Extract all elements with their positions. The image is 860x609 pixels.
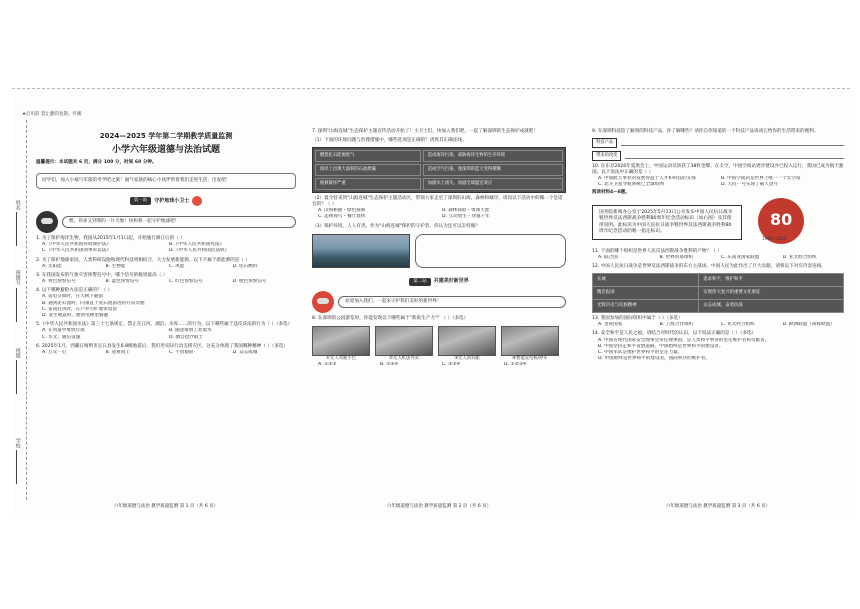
exam-subject-title: 小学六年级道德与法治试题 [111,145,220,156]
table-row [315,150,563,162]
sub-question: （2）夏令营来到"山海连城"生态保护主题活动区，带领大家走近了深圳的山海、森林和城市，请问以下活动中的哪一个是适宜的？（ ） [312,195,563,207]
option-group [36,294,296,319]
option[interactable]: B. 世界贸易组织 [659,254,694,260]
match-left[interactable]: 植被破坏严重 [315,178,421,190]
question-block [36,236,296,255]
match-left[interactable]: 海洋上出现大面积的石油泄漏 [315,164,421,176]
speech-bubble: 嘿，你来又到我的一片天地！快和我一起守护地球吧！ [62,216,296,228]
match-left[interactable]: 光辉历史与民族精神 [593,300,699,313]
option[interactable]: A. 太阳能 [42,263,62,269]
option[interactable]: A. 中国近现代国家安全理事会常任理事国，是人类和平事业的坚定维护者和贡献者。 [598,337,770,343]
photo-item [312,326,370,362]
option[interactable]: D. 亚太经合组织 [782,254,817,260]
option[interactable]: D.《中华人民共和国民法典》 [169,248,230,254]
option[interactable]: D. 橙色预警信号 [232,279,267,285]
option[interactable]: D. 欧洲联盟（简称欧盟） [782,322,835,328]
option[interactable]: A. 在河道中堆放垃圾 [42,328,85,334]
option[interactable]: B. 上海合作组织 [659,322,694,328]
section-2-header [312,278,566,286]
photo [375,326,433,356]
option-group [36,350,296,356]
logo-years: 1945—2025 [762,235,787,241]
option[interactable]: C. 中国军队是维护世界和平的坚定力量。 [598,349,683,355]
option[interactable]: C. 北斗卫星导航系统已全球组网 [598,182,664,188]
question-text: 3. 在我国发布的气象灾害预警信号中，哪个信号的级别最高（ ） [36,272,168,278]
question-text: 13. 我国参加的国际组织中属于（ ）（多选） [592,315,683,321]
answer-label: 科技产品 [592,138,617,148]
option[interactable]: B. 森林探险・勇闯天涯 [442,208,490,214]
answer-area [312,234,566,268]
option[interactable]: C. 不畏艰险 [169,349,194,355]
section-1-title: 守护地球小卫士 [154,197,190,204]
photo-item [501,326,559,362]
table-row [593,274,844,287]
option[interactable]: C. 红色预警信号 [169,279,203,285]
question-block [36,344,296,356]
option[interactable]: D. ①②③④ [504,361,527,367]
question-text: 9. 在深圳科技馆了解到的科技产品，你了解哪些？请你自你知道的一个科技产品谈谈它给你的生活带来的便利。 [592,129,819,134]
question-text: 5.《中华人民共和国水法》第三十七条规定，禁止在江河、湖泊、水库……的行为，以下哪些属于违反该法的行为（ ）（多选） [36,322,293,328]
confidential-note: ★启用前 禁止翻印复制、传播 [22,112,82,117]
option[interactable]: A. 中国航天事业的发展得益于人才和科技的支撑 [598,176,696,182]
answer-box[interactable] [415,234,566,268]
table-row [593,300,844,313]
question-text: 7. 深圳"山海连城"生态保护主题宣传活动开始了！小卫士们，快加入我们吧，一起了解深圳的生态保护成就吧！ [312,129,538,134]
option[interactable]: D. 众志成城 [232,349,258,355]
option[interactable]: C. 水文、通信设施 [42,334,81,340]
q9-answer-area [592,138,844,161]
option[interactable]: A. 黄色预警信号 [42,279,76,285]
question-block [36,258,296,270]
option-group [592,322,844,328]
sub-question: （1）下面的环境问题与治理措施中，哪些选项是正确的？请将其正确连线。 [312,138,467,144]
photo-item [375,326,433,362]
option[interactable]: D. 天问一号实现了载人登月 [721,182,778,188]
option[interactable]: A. 雷电交加时，在大树下避雨 [42,294,104,300]
option-group [592,338,844,363]
option-group [36,264,296,270]
logo-number: 80 [770,209,793,229]
section-1-dialog [36,211,296,233]
page-2 [312,126,566,509]
question-text: 11. 下面的哪个组织是世界人民反法西斯战争胜利的产物？（ ） [592,248,722,254]
match-right[interactable]: 众志成城，奋勇抗战 [699,300,844,313]
option[interactable]: B. 遇到泥石流时，向垂直于泥石流前进的方向奔跑 [42,300,145,306]
option[interactable]: D. 化石燃料 [232,263,258,269]
option[interactable]: C. 雷雨狂风时，在户外空旷地带逗留 [42,306,118,312]
option[interactable]: C. 风能 [169,263,185,269]
photo [438,326,496,356]
matching-table [312,147,566,192]
table-row [315,178,563,190]
match-left[interactable]: 精忠报国 [593,287,699,300]
question-text: 4. 以下哪种避险方法是正确的？（ ） [36,288,113,294]
page-footer: 六年级道德与法治 教学质量监测 第 2 页（共 6 页） [386,503,492,509]
match-right[interactable]: 实现伟大复兴的重要文化象征 [699,287,844,300]
option[interactable]: B. 中国空间站是世界上唯一一个太空站 [721,176,801,182]
question-text: 12. 中国人民抗日战争是世界反法西斯战争的东方主战场，中国人民为此作出了巨大贡献。请将以下对应内容连线。 [592,263,826,269]
mascot-diver-icon [36,211,58,233]
lake-photo [312,234,410,268]
option[interactable]: B. 蓝色预警信号 [105,279,140,285]
option-group [312,362,566,368]
photo [312,326,370,356]
binding-margin [12,120,34,500]
question-text: 2. 为了保护地球家园，人类科研设施和现代科技将相结合，大力发展新能源。以下不属于新能源的是（ ） [36,257,251,263]
option[interactable]: B. ①②④ [380,361,399,367]
option[interactable]: B. 随意排放工业废水 [169,328,212,334]
option[interactable]: B. 生物能 [105,263,126,269]
option[interactable]: B.《中华人民共和国宪法》 [169,242,225,248]
option[interactable]: B. 迎难而上 [105,349,130,355]
news-box: 国务院新闻办公室于2025年5月13日公开发布中国人民抗日战争暨世界反法西斯战争胜利80周年纪念活动标识（如右图）及其使用说明。此标识为中国人民抗日战争暨世界反法西斯战争胜利80周年纪念活动的唯一指定标识。 [592,205,742,240]
photo-caption: ③无人清扫船 [454,355,480,361]
binding-label-seat: 班级号 [14,270,21,285]
option-group [36,279,296,285]
option[interactable]: A. ①②③ [318,361,337,367]
photo [501,326,559,356]
page-1 [36,126,296,509]
exam-term-title: 2024—2025 学年第二学期教学质量监测 [99,132,233,140]
news-material [592,196,844,246]
question-text: 6. 2025年1月，西藏日喀则市定日县发生6.8级地震后，我们用实际行动支援灾区。这充分体现了我国哪种精神（ ）（多选） [36,343,289,349]
match-left[interactable]: 长城 [593,274,699,287]
match-right[interactable]: 造成海洋污染，威胁海洋生物的生存环境 [423,150,563,162]
option-group [592,176,844,188]
answer-row [592,138,844,148]
page-footer: 六年级道德与法治 教学质量监测 第 3 页（共 6 页） [665,503,771,509]
section-1-tag: 第一站 [130,197,152,205]
match-right[interactable]: 加剧水土流失，加剧全球温室效应 [423,178,563,190]
option[interactable]: D. 擅自挖沙取土 [169,334,204,340]
match-left[interactable]: 燃烧化石能源废气 [315,150,421,162]
speech-bubble: 欢迎加入我们，一起来守护我们美好的新世界！ [338,296,566,308]
table-row [593,287,844,300]
option[interactable]: A.《中华人民共和国环境保护法》 [42,242,111,248]
option[interactable]: C. 亚太经合组织 [721,322,755,328]
question-block [36,288,296,319]
option[interactable]: C. ②③④ [442,361,461,367]
option[interactable]: A. 金砖国家 [598,322,623,328]
option-group [312,208,566,220]
matching-table [592,273,844,313]
option-group [36,328,296,340]
section-1-header [36,196,296,206]
section-2-title: 共建美好新世界 [433,278,469,285]
option[interactable]: A. 联合国 [598,254,618,260]
binding-field-line [16,212,17,246]
photo-row [312,326,566,362]
match-right[interactable]: 造成空气污染，使深圳的蓝天变得模糊 [423,164,563,176]
page-footer: 六年级道德与法治 教学质量监测 第 1 页（共 6 页） [113,503,219,509]
question-block [36,322,296,341]
option[interactable]: D. 中国始终是世界和平的建设者，国际秩序的维护者。 [598,356,711,362]
answer-row [592,151,844,161]
question-text: 10. 在东京2020年夏奥会上，中国运动员斩获了38枚金牌。在太空，中国空间站逐步建设并已投入运行，我国已成为航天强国。以下说法中正确的是（ ） [592,163,844,175]
option[interactable]: A. 山海相通・绿色探索 [318,208,366,214]
intro-box: 同学们，加入小福气军旅的考学吧之旅！福气家族的核心小伙伴带着我们走进生活，出发吧！ [36,173,296,189]
photo-caption: ②无人机送外卖 [389,355,419,361]
photo-item [438,326,496,362]
globe-icon [192,196,202,206]
question-block [36,273,296,285]
option[interactable]: A. 万众一心 [42,349,67,355]
page-3 [592,126,844,509]
option[interactable]: C. 违规观鸟・餐厅烧烤 [318,214,366,220]
option[interactable]: D. 发生地震时，跑到电梯里躲避 [42,313,109,319]
binding-field-line [16,288,17,322]
question-text: 1. 为了保护海洋生物，我国从2015年1月1日起，开始施行修订后的（ ） [36,235,185,241]
binding-field-line [16,360,17,394]
option[interactable]: C.《中华人民共和国刑事诉讼法》 [42,248,111,254]
option-group [592,255,844,261]
binding-label-school: 学校 [14,438,21,448]
binding-cut-line [26,120,27,500]
exam-instructions: 温馨提示：本试题共 6 页，满分 100 分，时间 60 分钟。 [36,159,157,165]
binding-field-line [16,450,17,484]
mascot-monkey-icon [312,291,334,313]
answer-label: 带来的改变 [592,151,621,161]
question-text: 14. 安全和平是人民之福。请结合对时代的认识，以下说法正确的是（ ）（多选） [592,331,757,337]
section-2-dialog [312,291,566,313]
anniversary-logo [750,196,810,246]
table-row [315,164,563,176]
sub-question: （3）保护环境，人人有责。作为"山海连城"保护的守护者，你认为还可以怎样做？ [312,223,480,229]
reading-hint: 阅读材料4—8题。 [592,189,630,195]
option[interactable]: B. 中国坚持走和平发展道路，中国始终是世界和平的建设者。 [598,343,724,349]
option[interactable]: C. 东南亚国家联盟 [721,254,760,260]
option-group [36,242,296,254]
answer-line[interactable] [621,140,844,146]
section-2-tag: 第二站 [409,278,431,286]
match-right[interactable]: 追求和平，维护和平 [699,274,844,287]
binding-label-name: 姓名 [14,200,21,210]
option[interactable]: D. 互动放生・穿越千年 [442,214,490,220]
photo-caption: ①无人驾驶小巴 [326,355,356,361]
answer-line[interactable] [625,153,844,159]
binding-label-class: 班级 [14,348,21,358]
question-text: 8. 在深圳的公园游览时，你能发现以下哪些属于"新质生产力"？（ ）（多选） [312,315,469,321]
photo-caption: ④智能充电桩/停车 [512,355,548,361]
